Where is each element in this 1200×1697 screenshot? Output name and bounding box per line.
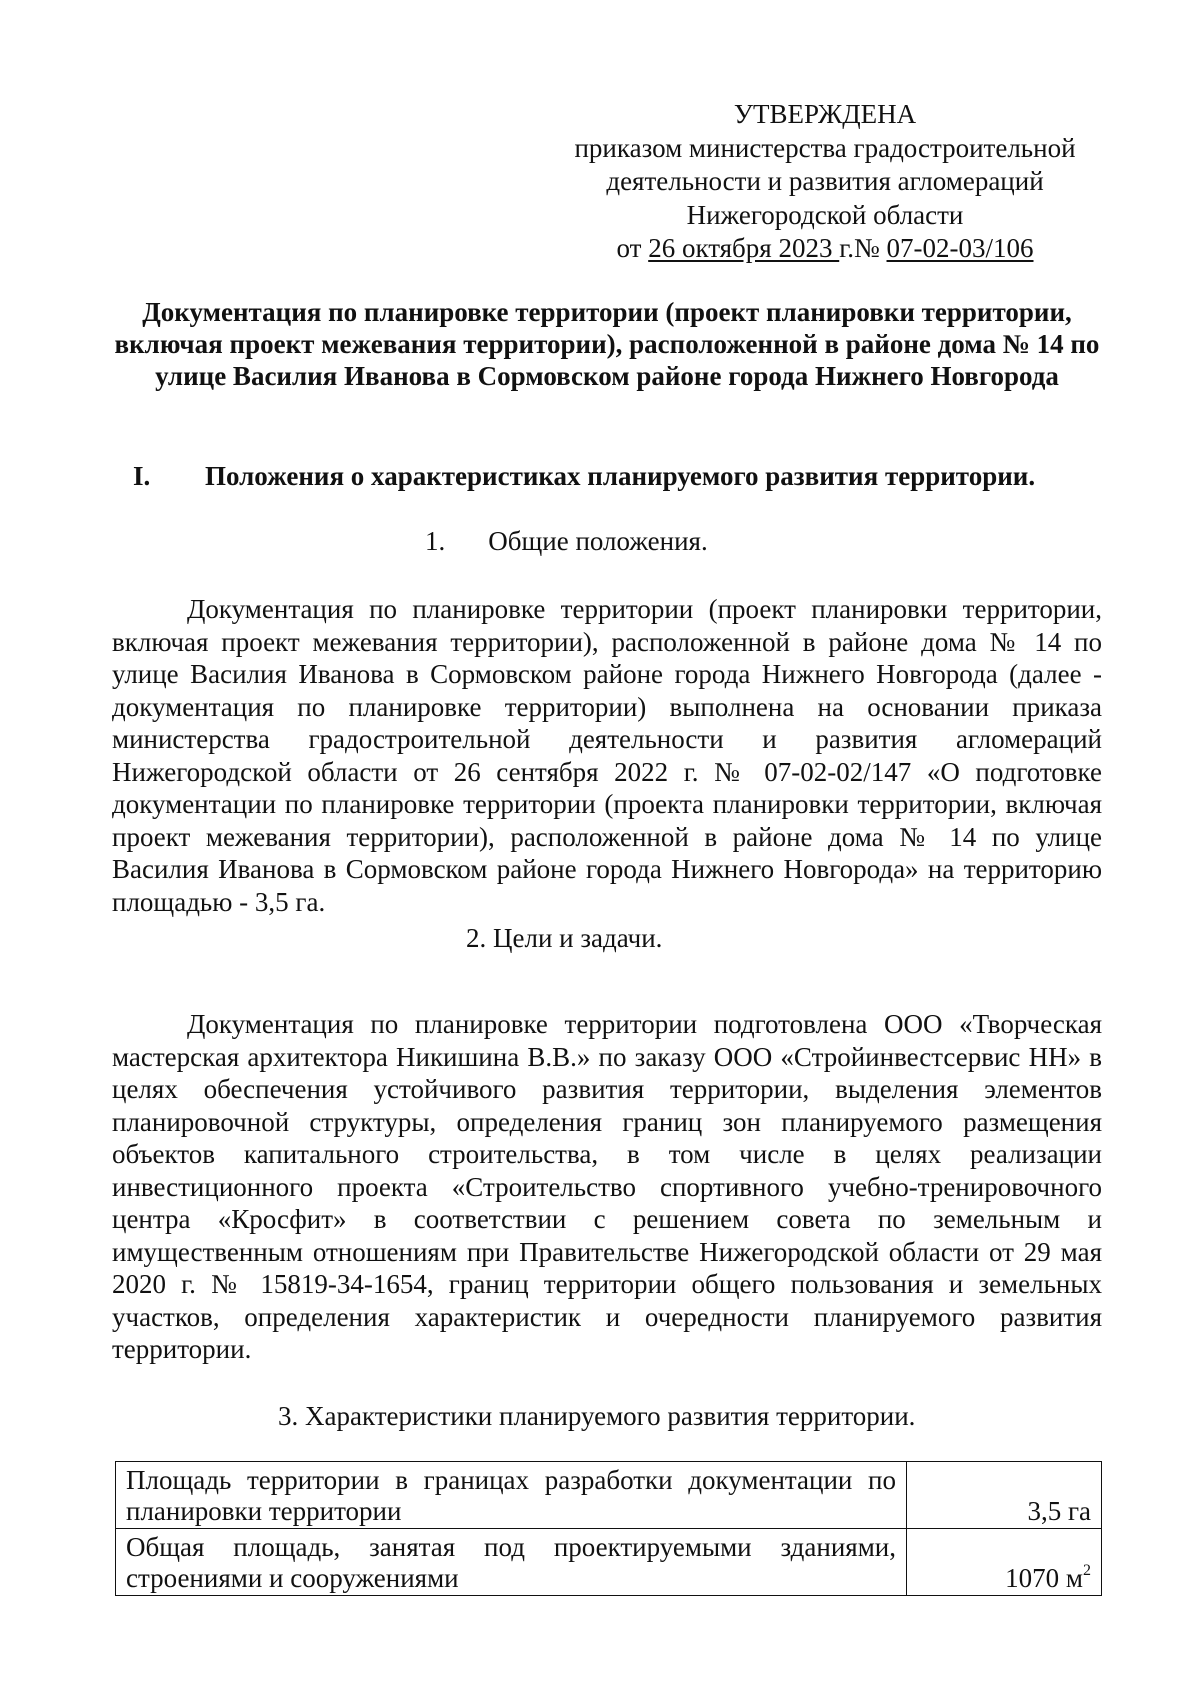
paragraph-general: Документация по планировке территории (проект планировки территории, включая проект межевания территории), расположенной в районе дома № 14 по улице Василия Иванова в Сормовском районе города Нижнего Новгорода (далее - документация по планировке территории) выполнена на основании приказа министерства градостроительной деятельности и развития агломераций Нижегородской области от 26 сентября 2022 г. № 07-02-02/147 «О подготовке документации по планировке территории (проекта планировки территории, включая проект межевания территории), расположенной в районе дома № 14 по улице Василия Иванова в Сормовском районе города Нижнего Новгорода» на территорию площадью - 3,5 га. [112,594,1102,917]
subheading-1 [425,525,708,558]
approval-number: 07-02-03/106 [886,233,1034,263]
approval-line: Нижегородской области [686,199,964,230]
approval-heading: УТВЕРЖДЕНА [733,99,917,129]
subheading-number: 1. [425,526,446,556]
document-title: Документация по планировке территории (проект планировки территории, включая проект межевания территории), расположенной в районе дома № 14 по улице Василия Иванова в Сормовском районе города Нижнего Новгорода [114,297,1100,391]
approval-line: приказом министерства градостроительной [574,132,1076,163]
approval-block [545,98,1105,266]
subheading-title: Общие положения. [488,526,708,556]
superscript: 2 [1083,1562,1091,1579]
subheading-3: 3. Характеристики планируемого развития территории. [278,1401,916,1431]
subheading-2: 2. Цели и задачи. [466,923,663,953]
table-row [116,1462,1102,1529]
table-cell-value [907,1529,1102,1596]
approval-date: 26 октября 2023 [648,233,840,263]
section-title: Положения о характеристиках планируемого развития территории. [205,461,1036,491]
table-cell-value [907,1462,1102,1529]
approval-date-line [545,232,1105,266]
approval-line: деятельности и развития агломераций [606,166,1044,196]
section-number: I. [133,461,151,491]
characteristics-table [115,1461,1102,1596]
value-text: 3,5 га [1027,1496,1091,1526]
table-cell-label: Площадь территории в границах разработки документации по планировки территории [116,1462,907,1529]
table-row [116,1529,1102,1596]
value-text: 1070 м [1005,1563,1083,1593]
number-prefix: г.№ [839,233,887,263]
table-cell-label: Общая площадь, занятая под проектируемыми зданиями, строениями и сооружениями [116,1529,907,1596]
paragraph-goals: Документация по планировке территории подготовлена ООО «Творческая мастерская архитектора Никишина В.В.» по заказу ООО «Стройинвестсервис НН» в целях обеспечения устойчивого развития территории, выделения элементов планировочной структуры, определения границ зон планируемого размещения объектов капитального строительства, в том числе в целях реализации инвестиционного проекта «Строительство спортивного учебно-тренировочного центра «Кросфит» в соответствии с решением совета по земельным и имущественным отношениям при Правительстве Нижегородской области от 29 мая 2020 г. № 15819-34-1654, границ территории общего пользования и земельных участков, определения характеристик и очередности планируемого развития территории. [112,1009,1102,1364]
date-prefix: от [616,233,649,263]
